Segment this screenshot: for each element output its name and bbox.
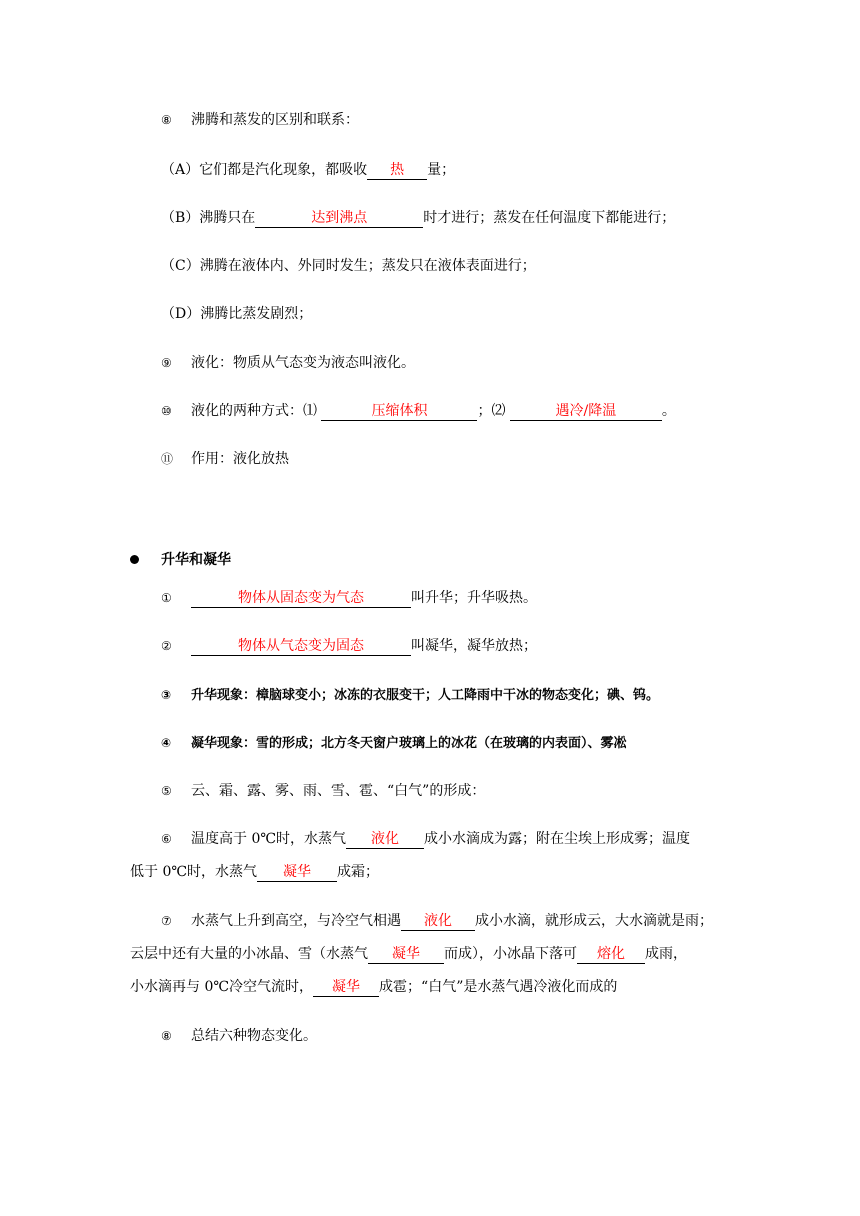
item-marker: ⑪: [161, 452, 174, 466]
item-marker: ⑤: [161, 784, 172, 798]
item-11-effect: [161, 449, 289, 469]
item-text: 。: [661, 403, 676, 419]
item-b: [161, 208, 675, 228]
item-text: （D）沸腾比蒸发剧烈；: [161, 306, 313, 322]
item-8-boiling: [161, 110, 359, 130]
item-marker: ③: [161, 688, 172, 702]
answer-blank: 达到沸点: [255, 210, 423, 228]
item-6-dew-frost: [161, 829, 690, 849]
item-text: 成雨，: [645, 946, 687, 962]
item-2-deposition: [161, 636, 537, 656]
item-marker: ⑧: [161, 113, 172, 127]
section-heading: 升华和凝华: [161, 552, 231, 568]
item-text: 云层中还有大量的小冰晶、雪（水蒸气: [130, 946, 368, 962]
answer-blank: 熔化: [577, 946, 645, 964]
item-7-continued-2: [130, 977, 617, 997]
item-text: 液化的两种方式：⑴: [191, 403, 322, 419]
item-text: 升华现象：樟脑球变小；冰冻的衣服变干；人工降雨中干冰的物态变化；碘、钨。: [191, 688, 660, 703]
answer-blank: 凝华: [313, 979, 379, 997]
answer-blank: 凝华: [368, 946, 444, 964]
item-text: 成小水滴，就形成云，大水滴就是雨；: [475, 913, 713, 929]
item-text: 量；: [427, 162, 456, 178]
item-text: 作用：液化放热: [191, 451, 289, 467]
item-text: 云、霜、露、雾、雨、雪、雹、“白气”的形成：: [191, 783, 486, 799]
item-marker: ⑥: [161, 832, 172, 846]
item-text: 叫凝华，凝华放热；: [411, 638, 537, 654]
item-5-formation: [161, 781, 485, 801]
item-3-sublimation-examples: [161, 685, 659, 706]
answer-blank: 热: [367, 162, 427, 180]
item-marker: ⑩: [161, 404, 172, 418]
item-marker: ④: [161, 736, 172, 750]
item-text: 时才进行；蒸发在任何温度下都能进行；: [423, 210, 676, 226]
item-7-clouds-rain: [161, 911, 713, 931]
answer-blank: 液化: [401, 913, 475, 931]
item-text: 低于 0℃时，水蒸气: [130, 864, 258, 880]
item-text: 沸腾和蒸发的区别和联系：: [191, 112, 359, 128]
item-10-methods: [161, 401, 676, 421]
answer-blank: 物体从固态变为气态: [191, 590, 411, 608]
item-text: （C）沸腾在液体内、外同时发生；蒸发只在液体表面进行；: [161, 258, 536, 274]
item-marker: ①: [161, 591, 172, 605]
answer-blank: 压缩体积: [321, 403, 477, 421]
item-c: [161, 256, 536, 276]
item-d: [161, 304, 312, 324]
item-text: （A）它们都是汽化现象，都吸收: [161, 162, 368, 178]
item-1-sublimation: [161, 588, 537, 608]
item-8-summary: [161, 1026, 317, 1046]
item-text: 液化：物质从气态变为液态叫液化。: [191, 355, 415, 371]
answer-blank: 液化: [346, 831, 424, 849]
item-text: ；⑵: [477, 403, 510, 419]
answer-blank: 凝华: [257, 864, 337, 882]
item-4-deposition-examples: [161, 733, 627, 754]
item-marker: ⑦: [161, 914, 172, 928]
item-text: 温度高于 0℃时，水蒸气: [191, 831, 347, 847]
item-6-continued: [130, 862, 379, 882]
bullet-icon: [130, 555, 139, 564]
item-marker: ②: [161, 639, 172, 653]
item-marker: ⑨: [161, 356, 172, 370]
item-text: 成小水滴成为露；附在尘埃上形成雾；温度: [424, 831, 691, 847]
item-7-continued-1: [130, 944, 687, 964]
item-a: [161, 160, 455, 180]
item-text: 凝华现象：雪的形成；北方冬天窗户玻璃上的冰花（在玻璃的内表面）、雾凇: [191, 736, 627, 751]
item-text: 叫升华；升华吸热。: [411, 590, 537, 606]
item-text: 总结六种物态变化。: [191, 1028, 317, 1044]
answer-blank: 物体从气态变为固态: [191, 638, 411, 656]
item-9-liquefaction: [161, 353, 415, 373]
item-text: 水蒸气上升到高空，与冷空气相遇: [191, 913, 401, 929]
item-text: 而成），小冰晶下落可: [444, 946, 577, 962]
item-text: 成雹；“白气”是水蒸气遇冷液化而成的: [379, 979, 618, 995]
item-text: 小水滴再与 0℃冷空气流时，: [130, 979, 314, 995]
item-text: （B）沸腾只在: [161, 210, 256, 226]
answer-blank: 遇冷/降温: [510, 403, 662, 421]
item-marker: ⑧: [161, 1029, 172, 1043]
item-text: 成霜；: [337, 864, 380, 880]
